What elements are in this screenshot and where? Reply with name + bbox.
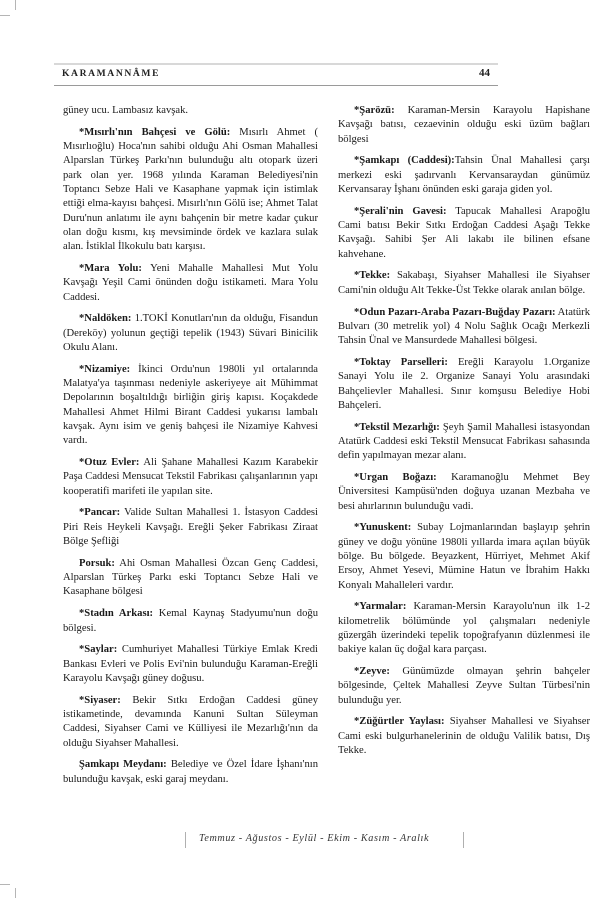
entry-term: *Yarmalar:	[354, 601, 407, 613]
footer-divider	[185, 832, 186, 848]
entry-term: *Saylar:	[79, 644, 118, 656]
entry-paragraph	[338, 521, 590, 592]
entry-paragraph	[63, 262, 318, 305]
entry-text: güney ucu. Lambasız kavşak.	[63, 105, 189, 116]
entry-text: Siyahser Mahallesi ve Siyahser Cami eski bulgurhanelerinin de olduğu Valilik batısı, Dış Tekke.	[338, 716, 590, 757]
entry-text: Bekir Sıtkı Erdoğan Caddesi güney istikametinde, devamında Kanuni Sultan Süleyman Caddesi, Siyahser Cami ve Külliyesi ile Mezarlığı'nın da olduğu Siyahser Mahallesi.	[63, 694, 318, 749]
entry-text: Sakabaşı, Siyahser Mahallesi ile Siyahser Cami'nin olduğu Alt Tekke-Üst Tekke olarak anılan bölge.	[338, 270, 590, 296]
entry-paragraph	[338, 715, 590, 758]
journal-title: KARAMANNÂME	[62, 68, 161, 79]
entry-term: Şamkapı Meydanı:	[79, 759, 167, 771]
entry-term: *Şerali'nin Gavesi:	[354, 205, 447, 217]
entry-paragraph	[338, 356, 590, 413]
entry-paragraph	[63, 607, 318, 636]
entry-term: *Yunuskent:	[354, 522, 412, 534]
entry-text: Ereğli Karayolu 1.Organize Sanayi Yolu ile 2. Organize Sanayi Yolu arasındaki Bahçelievler Mahallesi. Sınır komşusu Belediye Hobi Bahçeleri.	[338, 356, 591, 411]
entry-term: *Naldöken:	[79, 313, 132, 325]
entry-paragraph	[338, 154, 590, 197]
entry-term: *Züğürtler Yaylası:	[354, 716, 445, 728]
entry-text: Valide Sultan Mahallesi 1. İstasyon Caddesi Piri Reis Heykeli Kavşağı. Ereğli Şeker Fabrikası Ziraat Bölge Şefliği	[63, 507, 318, 548]
entry-text: Subay Lojmanlarından başlayıp şehrin güney ve doğu yönüne 1980li yıllarda imara açılan büyük bölge. Bu bölgede. Beyazkent, Hürriyet, Mehmet Akif Ersoy, Ahmet Yesevi, Mümine Hatun ve İbrahim Hakkı Konyalı Mahalleleri vardır.	[338, 522, 590, 591]
entry-paragraph	[63, 694, 318, 751]
entry-text: Günümüzde olmayan şehrin bahçeler bölgesinde, Çeltek Mahallesi Zeyve Sultan Türbesi'nin bulunduğu yer.	[338, 666, 590, 706]
entry-paragraph	[63, 758, 318, 787]
crop-mark	[0, 15, 10, 16]
entry-paragraph	[63, 126, 318, 255]
entry-text: Karaman-Mersin Karayolu Hapishane Kavşağı batısı, cezaevinin olduğu eski üzüm bağları bölgesi	[338, 105, 590, 145]
entry-paragraph	[63, 312, 318, 355]
entry-text: Tapucak Mahallesi Arapoğlu Cami batısı Bekir Sıtkı Erdoğan Caddesi Aşağı Tekke Kavşağı. Sahibi Şer Ali lakabı ile bilinen efsane kahvehane.	[338, 205, 590, 260]
crop-mark	[15, 0, 16, 10]
entry-paragraph	[63, 557, 318, 600]
entry-term: *Stadın Arkası:	[79, 608, 154, 620]
page-number: 44	[479, 67, 490, 79]
entry-text: Cumhuriyet Mahallesi Türkiye Emlak Kredi Bankası Evleri ve Polis Evi'nin bulunduğu Karaman-Ereğli Karayolu Kavşağı güney doğusu.	[63, 644, 318, 684]
entry-term: *Zeyve:	[354, 666, 390, 678]
entry-term: *Tekke:	[354, 270, 391, 282]
entry-text: Ali Şahane Mahallesi Kazım Karabekir Paşa Caddesi Mensucat Tekstil Fabrikası çalışanlarının yapı kooperatifi marifeti ile yapılan site.	[63, 457, 318, 497]
entry-paragraph	[63, 643, 318, 686]
entry-paragraph	[63, 506, 318, 549]
left-column	[63, 104, 318, 794]
entry-paragraph	[338, 104, 590, 147]
entry-term: *Urgan Boğazı:	[354, 472, 437, 484]
entry-text: Karaman-Mersin Karayolu'nun ilk 1-2 kilometrelik bölümünde yol çalışmaları nedeniyle güzergâh üzerindeki tepelik topoğrafyanın düzlenmesi ile bakiye kalan üç doğal kara parçası.	[338, 601, 590, 656]
entry-text: Karamanoğlu Mehmet Bey Üniversitesi Kampüsü'nden doğuya uzanan Mezbaha ve besi ahırlarının bulunduğu vadi.	[338, 472, 590, 512]
entry-paragraph	[63, 104, 318, 118]
entry-term: Porsuk:	[79, 557, 115, 569]
footer-divider	[463, 832, 464, 848]
entry-text: Kemal Kaynaş Stadyumu'nun doğu bölgesi.	[63, 608, 318, 634]
entry-term: *Odun Pazarı-Araba Pazarı-Buğday Pazarı:	[354, 306, 556, 318]
entry-term: *Mara Yolu:	[79, 262, 142, 274]
crop-mark	[0, 884, 10, 885]
crop-mark	[15, 888, 16, 898]
entry-term: *Mısırlı'nın Bahçesi ve Gölü:	[79, 126, 231, 138]
entry-text: Şeyh Şamil Mahallesi istasyondan Atatürk Caddesi eski Tekstil Mensucat Fabrikası sahasında defin yapılmayan mezar alanı.	[338, 421, 590, 462]
entry-text: Ahi Osman Mahallesi Özcan Genç Caddesi, Alparslan Türkeş Parkı eski Toptancı Sebze Hali ve Kasaphane bölgesi	[63, 557, 318, 598]
entry-term: *Pancar:	[79, 507, 121, 519]
entry-term: *Nizamiye:	[79, 363, 131, 375]
entry-paragraph	[338, 421, 590, 464]
entry-paragraph	[338, 471, 590, 514]
entry-term: *Şarözü:	[354, 105, 395, 116]
entry-paragraph	[338, 600, 590, 657]
running-header	[54, 63, 498, 86]
entry-text: Mısırlı Ahmet ( Mısırlıoğlu) Hoca'nın sahibi olduğu Ahi Osman Mahallesi Alparslan Türkeş Parkı'nın bulunduğu altı otopark üzeri park olan yer. 1968 yılında Karaman Belediyesi'nin Toptancı Sebze Hali ve Kasaphane yapmak için istimlak ettiği elma-kayısı bahçesi. Mısırlı'nın Gölü ise; Ahmet Talat Duru'nun anlatımı ile aynı bahçenin bir metre kadar çukur olan doğu kısmı, kış mevsiminde ördek ve kazlara sulak alan. İstiklal İlkokulu batı karşısı.	[63, 126, 318, 253]
entry-term: *Şamkapı (Caddesi):	[354, 155, 455, 167]
entry-term: *Tekstil Mezarlığı:	[354, 421, 440, 433]
entry-text: Yeni Mahalle Mahallesi Mut Yolu Kavşağı Yeşil Cami önünden doğu istikameti. Mara Yolu Caddesi.	[63, 262, 319, 303]
entry-paragraph	[63, 456, 318, 499]
entry-text: Tahsin Ünal Mahallesi çarşı merkezi eski şadırvanlı Kervansaraydan günümüz Kervansaray İşhanı önünden eski garaja giden yol.	[338, 155, 590, 195]
entry-term: *Siyaser:	[79, 694, 121, 706]
entry-text: Atatürk Bulvarı (30 metrelik yol) 4 Nolu Sağlık Ocağı Merkezli Tahsin Ünal ve Mansurdede Mahallesi bölgesi.	[338, 306, 590, 347]
entry-term: *Otuz Evler:	[79, 457, 140, 469]
entry-paragraph	[338, 665, 590, 708]
entry-paragraph	[338, 269, 590, 298]
running-footer	[185, 832, 465, 850]
entry-paragraph	[338, 205, 590, 262]
entry-text: Belediye ve Özel İdare İşhanı'nın bulunduğu kavşak, eski garaj meydanı.	[63, 759, 318, 785]
entry-paragraph	[63, 363, 318, 449]
issue-months: Temmuz - Ağustos - Eylül - Ekim - Kasım - Aralık	[199, 833, 430, 844]
entry-text: 1.TOKİ Konutları'nın da olduğu, Fisandun (Dereköy) yolunun geçtiği tepelik (1943) Süvari Binicilik Okulu Alanı.	[63, 313, 318, 353]
entry-text: İkinci Ordu'nun 1980li yıl ortalarında Malatya'ya taşınması nedeniyle askeriyeye ait Mühimmat Depolarının boşaltıldığı birliğin giriş kapısı. Koçakdede Mahallesi Ahmet Hilmi Birant Caddesi yukarısı lambalı kavşak. Aynı isim ve geniş bahçesi ile Nizamiye Kahvesi vardı.	[63, 363, 318, 447]
entry-paragraph	[338, 306, 590, 349]
right-column	[338, 104, 590, 766]
entry-term: *Toktay Parselleri:	[354, 356, 448, 368]
